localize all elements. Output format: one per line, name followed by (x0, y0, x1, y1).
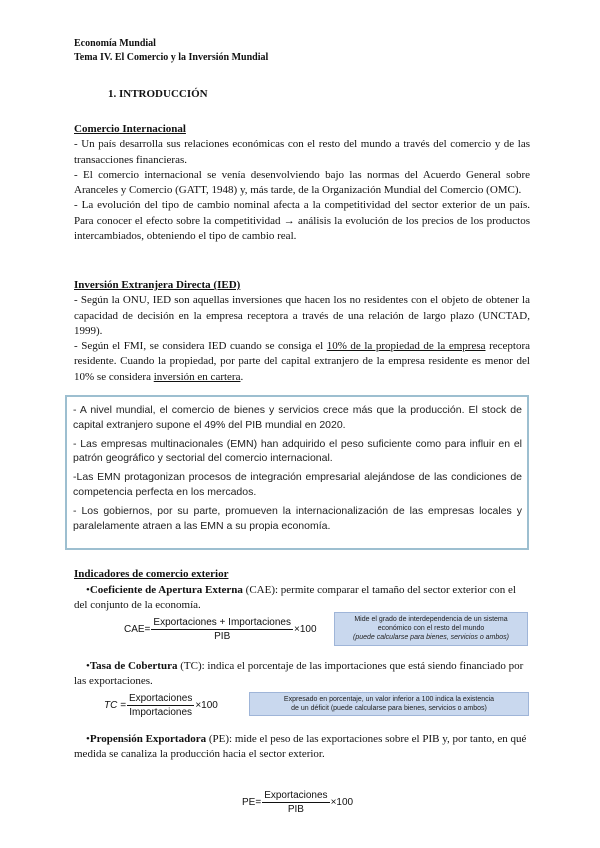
cae-note (334, 612, 528, 646)
bullet-icon: • (86, 733, 90, 745)
ied-p2-text-b: receptora residente. Cuando la propiedad, por parte del capital extranjero de la empresa residente es menor del 10% se considera (74, 340, 530, 383)
pe-multiplier: ×100 (330, 797, 354, 808)
tc-numerator: Exportaciones (128, 693, 193, 704)
pe-denominator: PIB (287, 804, 304, 815)
cae-note-line-2: económico con el resto del mundo (377, 625, 485, 632)
comercio-paragraph-2: - El comercio internacional se venía desenvolviendo bajo las normas del Acuerdo General sobre Aranceles y Comercio (GATT, 1948) y, más tarde, de la Organización Mundial del Comercio (OMC). (74, 168, 530, 197)
cae-fraction (151, 617, 293, 642)
pe-text: (PE): mide el peso de las exportaciones sobre el PIB y, por tanto, en qué medida se canaliza la producción hacia el sector exterior. (74, 733, 527, 761)
section-heading-introduccion: 1. INTRODUCCIÓN (108, 88, 208, 100)
tc-definition (74, 659, 530, 690)
ied-p2-underline-2: inversión en cartera (153, 370, 241, 383)
summary-box (65, 395, 529, 550)
cae-denominator: PIB (214, 631, 231, 642)
tc-denominator: Importaciones (129, 707, 193, 718)
box-point-1: - A nivel mundial, el comercio de bienes y servicios crece más que la producción. El stock de capital extranjero supone el 49% del PIB mundial en 2020. (73, 404, 522, 431)
pe-name: Propensión Exportadora (89, 733, 207, 745)
bullet-icon: • (86, 660, 90, 672)
ied-title: Inversión Extranjera Directa (IED) (74, 279, 241, 291)
cae-lhs: CAE= (124, 624, 151, 635)
header-subject: Economía Mundial (74, 38, 156, 49)
comercio-title: Comercio Internacional (74, 123, 186, 135)
box-point-3: -Las EMN protagonizan procesos de integración empresarial alejándose de las condiciones de competencia perfecta en los mercados. (73, 471, 522, 498)
cae-numerator: Exportaciones + Importaciones (153, 617, 291, 628)
tc-fraction (127, 693, 194, 718)
ied-p2-underline-1: 10% de la propiedad de la empresa (326, 340, 486, 353)
indicadores-title (74, 567, 530, 582)
pe-numerator: Exportaciones (264, 790, 328, 801)
ied-p2-text-a: - Según el FMI, se considera IED cuando se consiga el (74, 340, 327, 353)
tc-lhs: TC = (104, 700, 126, 711)
cae-multiplier: ×100 (293, 624, 317, 635)
pe-formula (242, 790, 353, 815)
cae-note-line-1: Mide el grado de interdependencia de un sistema (354, 616, 508, 623)
comercio-paragraph-3: - La evolución del tipo de cambio nominal afecta a la competitividad del sector exterior de un país. Para conocer el efecto sobre la competitividad → análisis la evolución de los precios de los productos intercambiados, obteniendo el tipo de cambio real. (74, 199, 530, 243)
section-ied (74, 278, 530, 385)
cae-text: (CAE): permite comparar el tamaño del sector exterior con el del conjunto de la economía. (74, 584, 516, 612)
box-point-2: - Las empresas multinacionales (EMN) han adquirido el peso suficiente como para influir en el patrón geográfico y sectorial del comercio internacional. (73, 437, 522, 465)
cae-note-line-3: (puede calcularse para bienes, servicios o ambos) (352, 634, 510, 641)
ied-paragraph-1: - Según la ONU, IED son aquellas inversiones que hacen los no residentes con el objeto de obtener la capacidad de decisión en la empresa receptora a través de una relación de largo plazo (UNCTAD, 1999). (74, 294, 530, 337)
cae-formula (124, 617, 317, 642)
section-comercio-internacional (74, 122, 530, 244)
pe-fraction (262, 790, 329, 815)
comercio-paragraph-1: - Un país desarrolla sus relaciones económicas con el resto del mundo a través del comercio y de las transacciones financieras. (74, 138, 530, 166)
tc-formula (104, 693, 218, 718)
tc-name: Tasa de Cobertura (89, 660, 178, 672)
header-topic: Tema IV. El Comercio y la Inversión Mundial (74, 52, 269, 63)
pe-lhs: PE= (242, 797, 262, 808)
tc-text: (TC): indica el porcentaje de las importaciones que está siendo financiado por las exportaciones. (74, 660, 524, 688)
tc-note-line-1: Expresado en porcentaje, un valor inferior a 100 indica la existencia (283, 696, 495, 703)
cae-name: Coeficiente de Apertura Externa (89, 584, 243, 596)
tc-note (249, 692, 529, 716)
box-point-4: - Los gobiernos, por su parte, promueven la internacionalización de las empresas locales y paralelamente atraen a las EMN a su propia economía. (73, 505, 522, 532)
pe-definition (74, 732, 530, 763)
indicadores-title-text: Indicadores de comercio exterior (74, 568, 229, 580)
ied-paragraph-2 (74, 339, 530, 385)
ied-p2-text-c: . (240, 370, 244, 383)
tc-multiplier: ×100 (195, 700, 218, 711)
tc-note-line-2: de un déficit (puede calcularse para bienes, servicios o ambos) (291, 705, 487, 712)
bullet-icon: • (86, 584, 90, 596)
cae-definition (74, 583, 530, 614)
